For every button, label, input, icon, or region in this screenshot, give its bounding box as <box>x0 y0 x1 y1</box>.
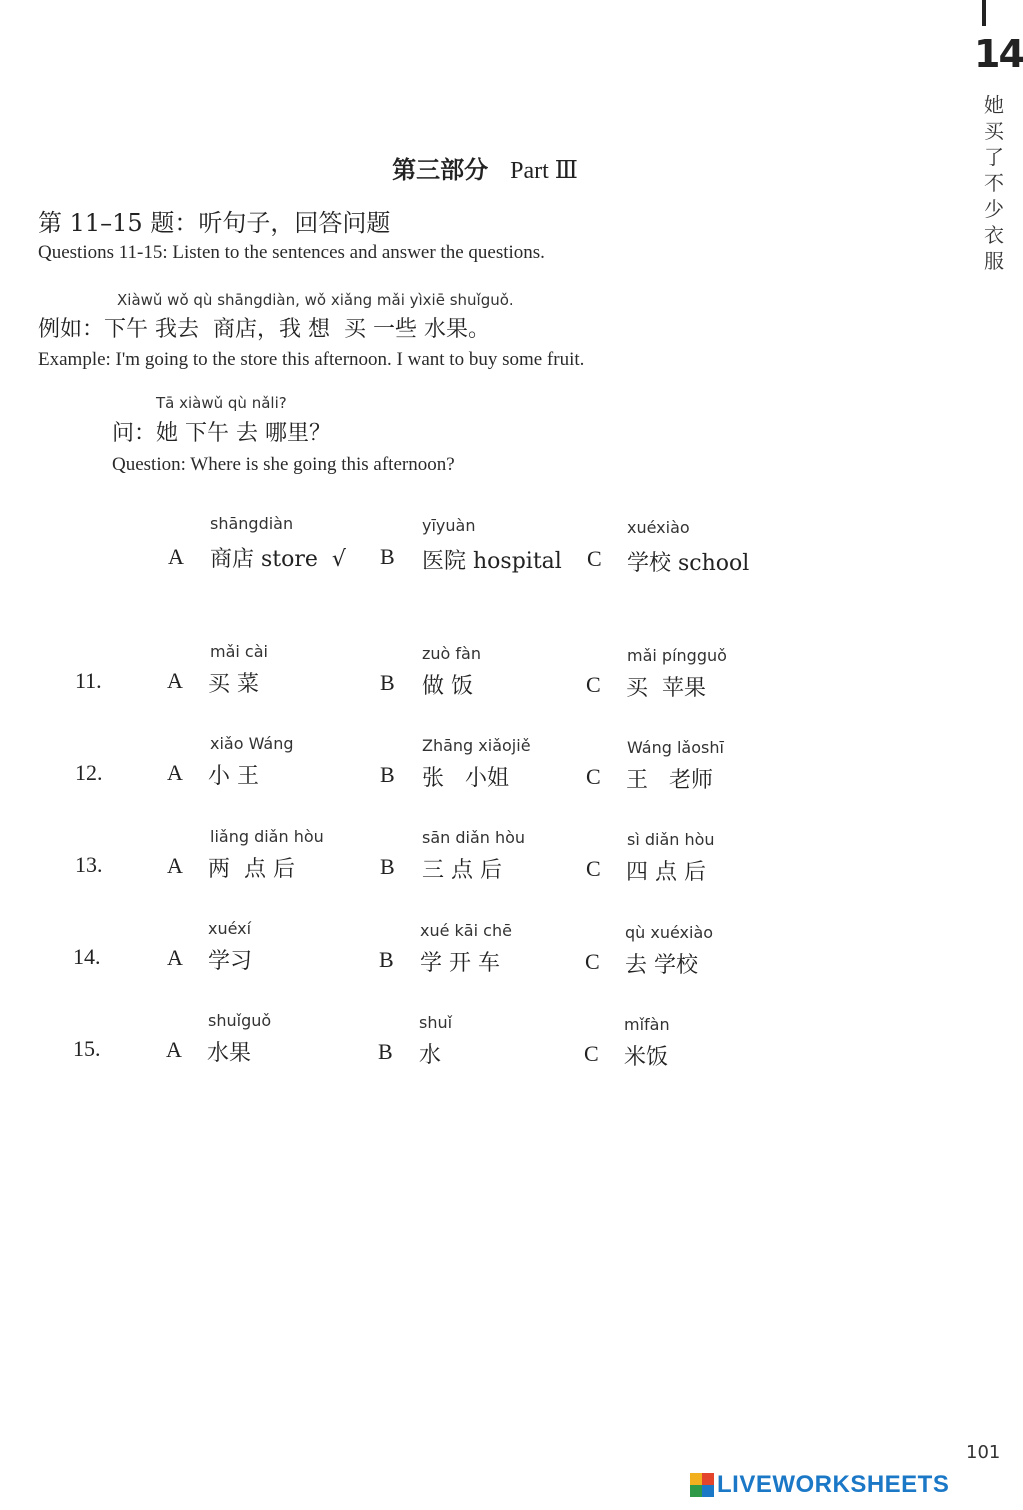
option-letter: B <box>380 854 395 879</box>
question-number: 14. <box>73 944 101 969</box>
option-text: 学校 school <box>627 551 750 576</box>
question-hanzi: 问：她 下午 去 哪里？ <box>112 421 331 446</box>
example-pinyin: Xiàwǔ wǒ qù shāngdiàn, wǒ xiǎng mǎi yìxiē shuǐguǒ. <box>117 291 514 309</box>
option-text: 医院 hospital <box>422 549 562 574</box>
option-pinyin: shuǐguǒ <box>208 1011 272 1030</box>
option-pinyin: mǎi píngguǒ <box>627 646 727 665</box>
option-letter: C <box>586 672 601 697</box>
option-letter: C <box>586 764 601 789</box>
liveworksheets-watermark[interactable] <box>690 1470 949 1500</box>
option-pinyin: liǎng diǎn hòu <box>210 827 324 846</box>
question-number: 15. <box>73 1036 101 1061</box>
liveworksheets-logo-icon <box>690 1473 714 1497</box>
question-number: 12. <box>75 760 103 785</box>
option-pinyin: mǎi cài <box>210 642 268 661</box>
example-hanzi: 例如：下午 我去 商店，我 想 买 一些 水果。 <box>38 317 490 342</box>
watermark-text: LIVEWORKSHEETS <box>717 1471 950 1498</box>
option-pinyin: Wáng lǎoshī <box>627 738 724 757</box>
logo-cell <box>690 1473 702 1485</box>
option-text: 买 苹果 <box>626 676 706 701</box>
option-letter: C <box>587 546 602 571</box>
option-text: 三 点 后 <box>422 858 502 883</box>
question-number: 11. <box>75 668 102 693</box>
option-letter: C <box>586 856 601 881</box>
question-number: 13. <box>75 852 103 877</box>
option-text: 去 学校 <box>625 953 698 978</box>
option-text: 张 小姐 <box>422 766 509 791</box>
question-pinyin: Tā xiàwǔ qù nǎli? <box>156 394 287 412</box>
option-letter: A <box>167 945 183 970</box>
option-letter: B <box>380 762 395 787</box>
page-number: 101 <box>966 1442 1001 1463</box>
section-heading: 第 11–15 题：听句子，回答问题 <box>38 209 391 237</box>
option-pinyin: sì diǎn hòu <box>627 830 715 849</box>
option-letter: A <box>167 668 183 693</box>
option-pinyin: xué kāi chē <box>420 921 512 940</box>
option-text: 米饭 <box>624 1045 669 1070</box>
option-text: 商店 store √ <box>210 547 346 572</box>
option-pinyin: mǐfàn <box>624 1015 670 1034</box>
option-text: 水 <box>419 1043 442 1068</box>
chapter-title: 她买了不少衣服 <box>984 93 1004 273</box>
chapter-side-tab <box>968 0 1023 280</box>
part-title <box>0 150 970 185</box>
option-letter: C <box>584 1041 599 1066</box>
chapter-number: 14 <box>974 32 1023 76</box>
option-text: 王 老师 <box>626 768 713 793</box>
option-pinyin: shāngdiàn <box>210 514 294 533</box>
option-letter: A <box>168 544 184 569</box>
option-pinyin: qù xuéxiào <box>625 923 714 942</box>
option-pinyin: xuéxí <box>208 919 252 938</box>
option-pinyin: xuéxiào <box>627 518 690 537</box>
option-pinyin: Zhāng xiǎojiě <box>422 736 531 755</box>
option-letter: B <box>380 670 395 695</box>
option-text: 学 开 车 <box>420 951 500 976</box>
option-letter: A <box>167 760 183 785</box>
option-text: 小 王 <box>208 764 259 789</box>
option-text: 学习 <box>208 949 253 974</box>
option-letter: B <box>378 1039 393 1064</box>
question-english: Question: Where is she going this afternoon? <box>112 454 455 475</box>
logo-cell <box>702 1485 714 1497</box>
option-letter: B <box>380 544 395 569</box>
tab-rule <box>982 0 986 26</box>
logo-cell <box>702 1473 714 1485</box>
option-pinyin: xiǎo Wáng <box>210 734 294 753</box>
option-text: 水果 <box>207 1041 252 1066</box>
option-text: 四 点 后 <box>626 860 706 885</box>
option-letter: A <box>167 853 183 878</box>
option-text: 两 点 后 <box>208 857 295 882</box>
example-english: Example: I'm going to the store this afternoon. I want to buy some fruit. <box>38 349 585 370</box>
option-letter: B <box>379 947 394 972</box>
option-pinyin: zuò fàn <box>422 644 481 663</box>
part-title-en: Part Ⅲ <box>510 158 578 184</box>
option-text: 买 菜 <box>208 672 259 697</box>
option-pinyin: yīyuàn <box>422 516 476 535</box>
option-pinyin: shuǐ <box>419 1013 453 1032</box>
option-pinyin: sān diǎn hòu <box>422 828 526 847</box>
part-title-zh: 第三部分 <box>392 155 489 184</box>
option-letter: A <box>166 1037 182 1062</box>
section-heading-en: Questions 11-15: Listen to the sentences and answer the questions. <box>38 242 545 263</box>
logo-cell <box>690 1485 702 1497</box>
option-letter: C <box>585 949 600 974</box>
option-text: 做 饭 <box>422 674 473 699</box>
